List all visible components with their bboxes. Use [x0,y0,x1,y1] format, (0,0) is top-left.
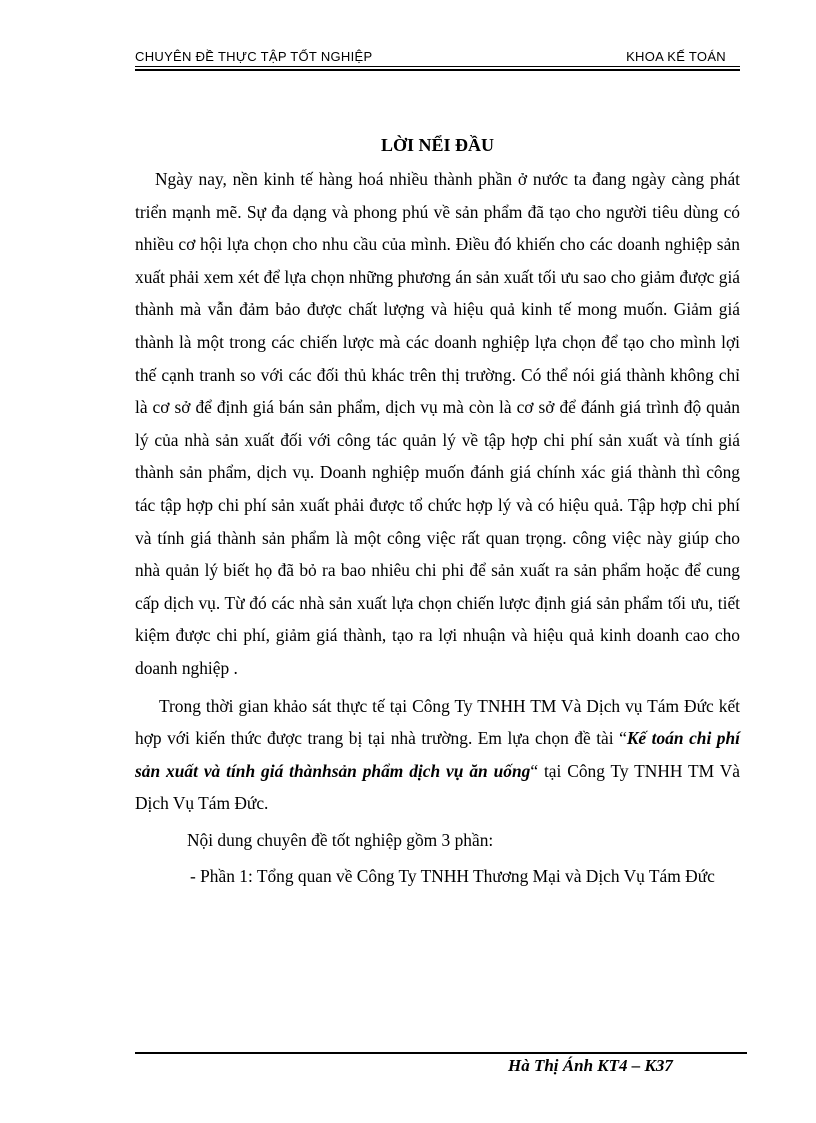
header-faculty-label: KHOA KẾ TOÁN [626,49,726,64]
paragraph-part-1: - Phần 1: Tổng quan về Công Ty TNHH Thương Mại và Dịch Vụ Tám Đức [190,866,715,887]
header-rule-thin [135,66,740,67]
topic-lead-text: Trong thời gian khảo sát thực tế tại Công Ty TNHH TM Và Dịch vụ Tám Đức kết hợp với kiến thức được trang bị tại nhà trường. Em lựa chọn đề tài “ [135,695,740,749]
topic-title: Kế toán chi phí sản xuất và tính giá thànhsản phẩm dịch vụ ăn uống [135,728,740,781]
footer-rule [135,1052,747,1054]
header-rule-thick [135,69,740,71]
paragraph-topic-selection [135,690,740,820]
topic-tail-text: “ tại Công Ty TNHH TM Và Dịch Vụ Tám Đức. [135,760,741,814]
page-header [135,49,740,67]
paragraph-intro: Ngày nay, nền kinh tế hàng hoá nhiều thành phần ở nước ta đang ngày càng phát triển mạnh mẽ. Sự đa dạng và phong phú về sản phẩm đã tạo cho người tiêu dùng có nhiều cơ hội lựa chọn cho nhu cầu của mình. Điều đó khiến cho các doanh nghiệp sản xuất phải xem xét để lựa chọn những phương án sản xuất tối ưu sao cho giảm được giá thành mà vẫn đảm bảo được chất lượng và hiệu quả kinh tế mong muốn. Giảm giá thành là một trong các chiến lược mà các doanh nghiệp lựa chọn để tạo cho mình lợi thế cạnh tranh so với các đối thủ khác trên thị trường. Có thể nói giá thành không chỉ là cơ sở để định giá bán sản phẩm, dịch vụ mà còn là cơ sở để đánh giá trình độ quản lý của nhà sản xuất đối với công tác quản lý về tập hợp chi phí sản xuất và tính giá thành sản phẩm, dịch vụ. Doanh nghiệp muốn đánh giá chính xác giá thành thì công tác tập hợp chi phí sản xuất phải được tổ chức hợp lý và có hiệu quả. Tập hợp chi phí và tính giá thành sản phẩm là một công việc rất quan trọng. công việc này giúp cho nhà quản lý biết họ đã bỏ ra bao nhiêu chi phi để sản xuất ra sản phẩm hoặc để cung cấp dịch vụ. Từ đó các nhà sản xuất lựa chọn chiến lược định giá sản phẩm tối ưu, tiết kiệm được chi phí, giảm giá thành, tạo ra lợi nhuận và hiệu quả kinh doanh cao cho doanh nghiệp . [135,169,740,678]
header-thesis-label: CHUYÊN ĐỀ THỰC TẬP TỐT NGHIỆP [135,49,373,64]
page-title: LỜI NỂI ĐẦU [380,135,495,155]
footer-author: Hà Thị Ánh KT4 – K37 [508,1056,673,1075]
paragraph-content-outline: Nội dung chuyên đề tốt nghiệp gồm 3 phần: [187,829,494,850]
document-body [135,163,740,893]
